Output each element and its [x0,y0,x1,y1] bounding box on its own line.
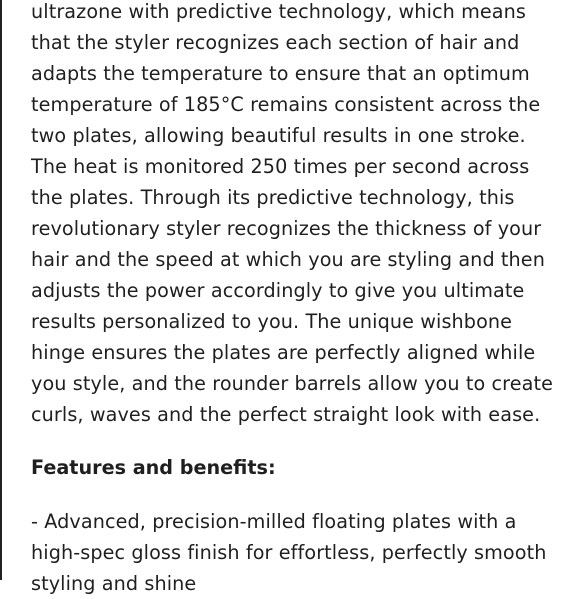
text-line: The heat is monitored 250 times per second across [31,155,530,178]
spacer [31,430,576,452]
features-heading: Features and benefits: [31,456,276,479]
text-line: that the styler recognizes each section of hair and [31,31,520,54]
text-line: the plates. Through its predictive technology, this [31,186,515,209]
text-line: hair and the speed at which you are styling and then [31,248,545,271]
text-line: you style, and the rounder barrels allow you to create [31,372,554,395]
product-description [31,0,576,599]
text-line: high-spec gloss finish for effortless, perfectly smooth [31,541,547,564]
spacer [31,483,576,506]
description-paragraph [31,0,576,430]
text-line: ultrazone with predictive technology, which means [31,0,527,23]
text-line: two plates, allowing beautiful results in one stroke. [31,124,526,147]
text-line: adjusts the power accordingly to give you ultimate [31,279,525,302]
text-line: - Advanced, precision-milled floating plates with a [31,510,517,533]
text-line: results personalized to you. The unique wishbone [31,310,513,333]
text-line: curls, waves and the perfect straight look with ease. [31,403,541,426]
left-border [0,0,2,580]
text-line: temperature of 185°C remains consistent across the [31,93,541,116]
text-line: hinge ensures the plates are perfectly aligned while [31,341,536,364]
feature-item [31,506,576,599]
text-line: styling and shine [31,572,197,595]
text-line: revolutionary styler recognizes the thickness of your [31,217,542,240]
text-line: adapts the temperature to ensure that an optimum [31,62,530,85]
